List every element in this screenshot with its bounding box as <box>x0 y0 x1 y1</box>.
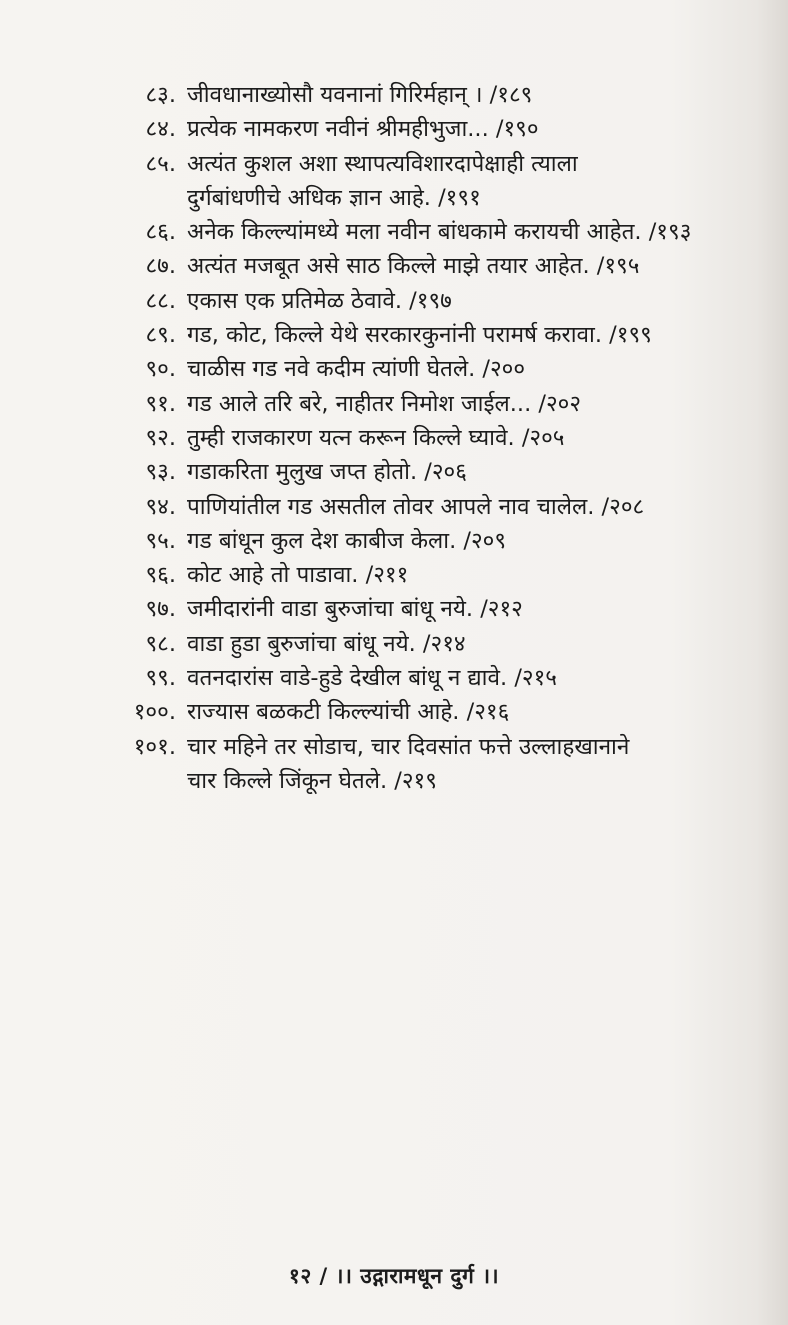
entry-number: ८७. <box>145 253 176 280</box>
entry-number: ९१. <box>145 390 176 417</box>
entry-number: ९३. <box>145 459 176 486</box>
contents-list <box>0 78 788 798</box>
entry-text <box>187 695 509 729</box>
entry-number: ८५. <box>145 150 176 177</box>
entry-text <box>187 284 452 318</box>
entry-line: पाणियांतील गड असतील तोवर आपले नाव चालेल. /२०८ <box>187 493 645 520</box>
entry-line: चार महिने तर सोडाच, चार दिवसांत फत्ते उल्लाहखानाने <box>187 733 630 760</box>
entry-line: गड बांधून कुल देश काबीज केला. /२०९ <box>187 527 507 554</box>
entry-number: ९२. <box>145 424 176 451</box>
entry-line: गडाकरिता मुलुख जप्त होतो. /२०६ <box>187 459 467 486</box>
entry-text <box>187 421 565 455</box>
contents-entry <box>0 695 788 729</box>
contents-entry <box>0 455 788 489</box>
entry-line: राज्यास बळकटी किल्ल्यांची आहे. /२१६ <box>187 699 510 726</box>
entry-line: वतनदारांस वाडे-हुडे देखील बांधू न द्यावे. /२१५ <box>187 665 558 692</box>
entry-text <box>187 249 639 283</box>
entry-text <box>187 147 578 216</box>
entry-text <box>187 352 525 386</box>
entry-number: ८६. <box>145 219 176 246</box>
entry-text <box>187 592 523 626</box>
entry-line: गड, कोट, किल्ले येथे सरकारकुनांनी परामर्ष करावा. /१९९ <box>187 322 652 349</box>
entry-line: गड आले तरि बरे, नाहीतर निमोश जाईल... /२०२ <box>187 390 582 417</box>
entry-number: ९४. <box>145 493 176 520</box>
entry-number: १०१. <box>133 733 176 760</box>
entry-line: दुर्गबांधणीचे अधिक ज्ञान आहे. /१९१ <box>187 184 481 211</box>
contents-entry <box>0 352 788 386</box>
entry-text <box>187 318 652 352</box>
entry-number: १००. <box>133 699 176 726</box>
entry-text <box>187 524 506 558</box>
entry-line: प्रत्येक नामकरण नवीनं श्रीमहीभुजा... /१९० <box>187 116 539 143</box>
entry-text <box>187 112 539 146</box>
entry-text <box>187 627 466 661</box>
contents-entry <box>0 249 788 283</box>
entry-number: ९८. <box>145 630 176 657</box>
entry-number: ९९. <box>145 665 176 692</box>
entry-number: ८४. <box>145 116 176 143</box>
entry-number: ९५. <box>145 527 176 554</box>
contents-entry <box>0 421 788 455</box>
contents-entry <box>0 730 788 799</box>
entry-line: अत्यंत कुशल अशा स्थापत्यविशारदापेक्षाही त्याला <box>187 150 578 177</box>
entry-text <box>187 387 581 421</box>
contents-entry <box>0 147 788 216</box>
entry-text <box>187 661 557 695</box>
page-footer: १२ / ।। उद्गारामधून दुर्ग ।। <box>288 1264 500 1288</box>
entry-line: कोट आहे तो पाडावा. /२११ <box>187 562 409 589</box>
contents-entry <box>0 661 788 695</box>
entry-text <box>187 490 644 524</box>
contents-entry <box>0 592 788 626</box>
contents-entry <box>0 627 788 661</box>
entry-line: जमीदारांनी वाडा बुरुजांचा बांधू नये. /२१२ <box>187 596 523 623</box>
entry-line: चाळीस गड नवे कदीम त्यांणी घेतले. /२०० <box>187 356 526 383</box>
entry-text <box>187 730 629 799</box>
entry-text <box>187 558 408 592</box>
contents-entry <box>0 215 788 249</box>
entry-line: तुम्ही राजकारण यत्न करून किल्ले घ्यावे. /२०५ <box>187 424 565 451</box>
entry-number: ९०. <box>145 356 176 383</box>
contents-entry <box>0 318 788 352</box>
contents-entry <box>0 524 788 558</box>
entry-number: ८३. <box>145 82 176 108</box>
entry-line: अनेक किल्ल्यांमध्ये मला नवीन बांधकामे करायची आहेत. /१९३ <box>187 219 692 246</box>
entry-text <box>187 455 467 489</box>
entry-line: एकास एक प्रतिमेळ ठेवावे. /१९७ <box>187 287 452 314</box>
contents-entry <box>0 387 788 421</box>
contents-entry <box>0 490 788 524</box>
contents-entry <box>0 284 788 318</box>
entry-line: वाडा हुडा बुरुजांचा बांधू नये. /२१४ <box>187 630 466 657</box>
contents-entry <box>0 558 788 592</box>
contents-entry <box>0 78 788 112</box>
entry-text <box>187 78 532 112</box>
entry-line: जीवधानाख्योसौ यवनानां गिरिर्महान् । /१८९ <box>187 82 533 108</box>
entry-line: अत्यंत मजबूत असे साठ किल्ले माझे तयार आहेत. /१९५ <box>187 253 640 280</box>
entry-line: चार किल्ले जिंकून घेतले. /२१९ <box>187 767 437 794</box>
entry-number: ९७. <box>145 596 176 623</box>
entry-text <box>187 215 691 249</box>
contents-entry <box>0 112 788 146</box>
entry-number: ९६. <box>145 562 176 589</box>
entry-number: ८८. <box>145 287 176 314</box>
entry-number: ८९. <box>145 322 176 349</box>
